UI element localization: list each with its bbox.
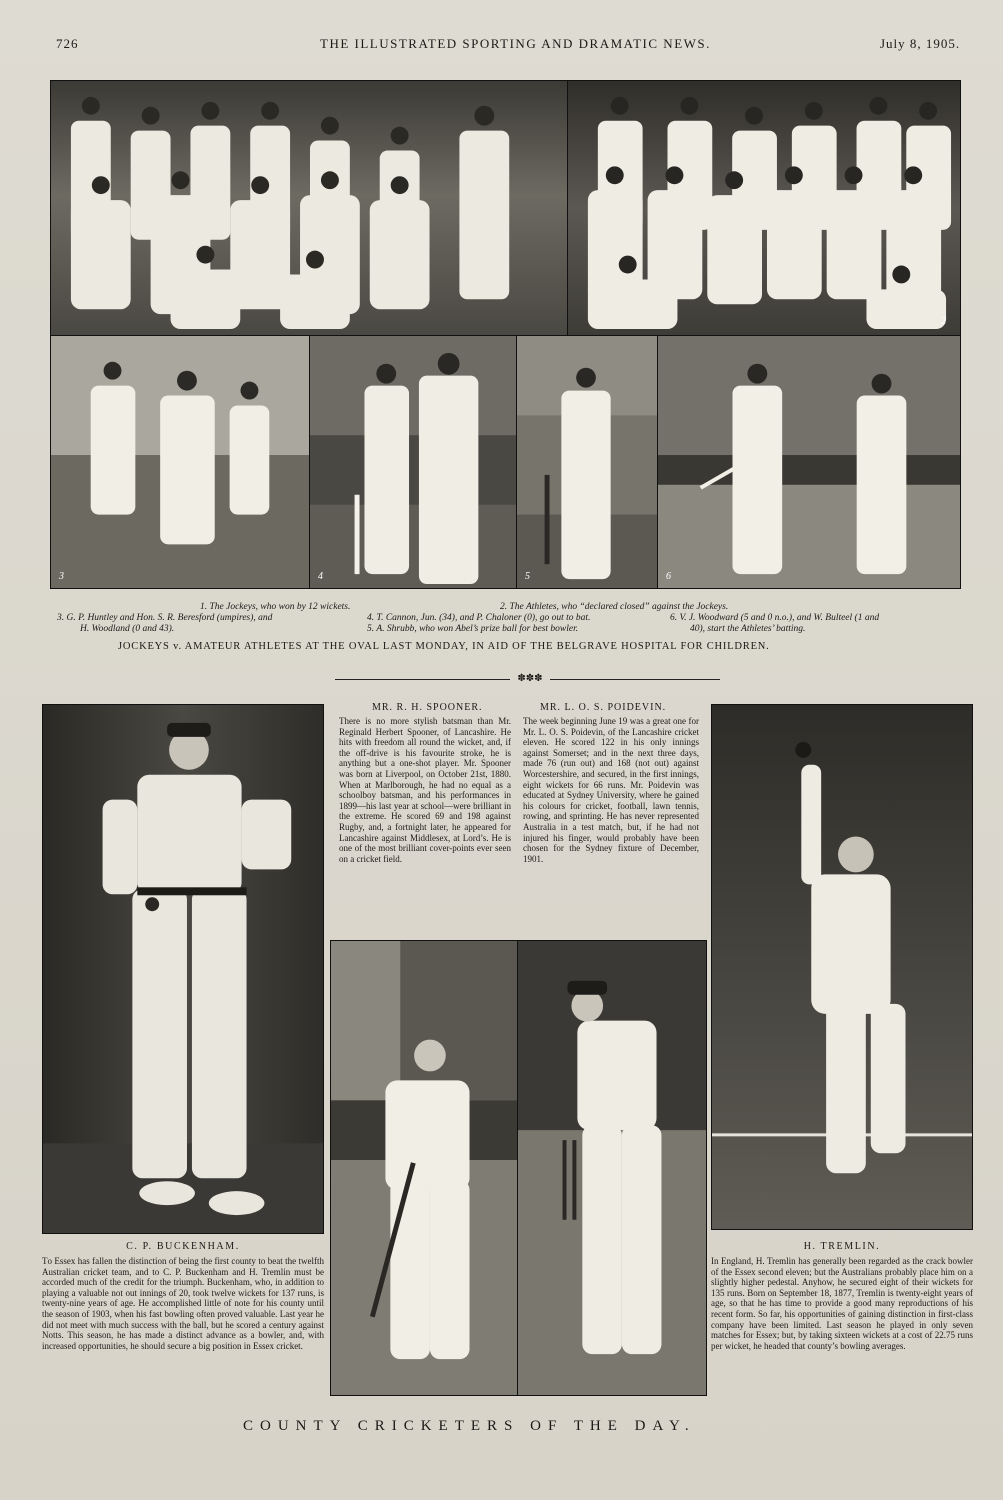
caption-2: 2. The Athletes, who “declared closed” against the Jockeys.: [500, 602, 729, 612]
tremlin-heading: H. TREMLIN.: [803, 1241, 881, 1252]
match-headline: JOCKEYS v. AMATEUR ATHLETES AT THE OVAL LAST MONDAY, IN AID OF THE BELGRAVE HOSPITAL FOR CHILDREN.: [118, 641, 770, 652]
photo-number: 6: [666, 571, 671, 582]
photo-spooner: [330, 940, 518, 1396]
photo-athletes-team: [567, 80, 961, 336]
photo-woodward-bulteel: [657, 335, 961, 589]
buckenham-heading: C. P. BUCKENHAM.: [126, 1241, 240, 1252]
caption-6b: 40), start the Athletes’ batting.: [690, 624, 806, 634]
buckenham-text: To Essex has fallen the distinction of being the first county to beat the twelfth Australian cricket team, and to C. P. Buckenham and H. Tremlin must be accorded much of the credit for the triumph. Buckenham, who, in addition to playing a valuable not out innings of 20, took twelve wickets for 137 runs, is twenty-nine years of age. He accomplished little of note for his county until the season of 1903, when his fast bowling often proved valuable. Last year he did not meet with much success with the ball, but he scored a century against Notts. This season, he has made a distinct advance as a bowler, and, with increased opportunities, he should secure a big position in Essex cricket.: [42, 1256, 324, 1351]
photo-umpires: [50, 335, 310, 589]
caption-4: 4. T. Cannon, Jun. (34), and P. Chaloner (0), go out to bat.: [367, 613, 591, 623]
page-number: 726: [56, 36, 79, 51]
divider-right: [550, 679, 720, 680]
divider-ornament: ✽✽✽: [517, 673, 543, 684]
tremlin-text: In England, H. Tremlin has generally been regarded as the crack bowler of the Essex second eleven; but the Australians probably place him on a slightly higher pedestal. Anyhow, he secured eight of their wickets for 135 runs. Born on September 18, 1877, Tremlin is twenty-eight years of age, so that he has time to provide a good many reproductions of his recent form. So far, his opportunities of gaining distinction in first-class company have been limited. Last season he played in only seven matches for Essex; but, by taking sixteen wickets at a cost of 22.75 runs per wicket, he headed that county’s bowling averages.: [711, 1256, 973, 1351]
caption-3b: H. Woodland (0 and 43).: [80, 624, 175, 634]
caption-1: 1. The Jockeys, who won by 12 wickets.: [200, 602, 351, 612]
photo-number: 2: [941, 316, 946, 327]
photo-poidevin: [517, 940, 707, 1396]
photo-buckenham: [42, 704, 324, 1234]
publication-title: THE ILLUSTRATED SPORTING AND DRAMATIC NEWS.: [320, 36, 711, 51]
photo-number: 5: [525, 571, 530, 582]
photo-jockeys-team: [50, 80, 568, 336]
photo-number: 3: [59, 571, 64, 582]
spooner-text: There is no more stylish batsman than Mr. Reginald Herbert Spooner, of Lancashire. He hits with freedom all round the wicket, and, if the off-drive is his favourite stroke, he is anything but a one-shot player. Mr. Spooner was born at Liverpool, on October 21st, 1880. When at Marlborough, he had no equal as a schoolboy batsman, and his performances in 1899—his last year at school—were brilliant in the extreme. He scored 69 and 198 against Rugby, and, a fortnight later, he appeared for Lancashire against Middlesex, at Lord’s. He is one of the most brilliant cover-points ever seen on a cricket field.: [339, 716, 511, 864]
issue-date: July 8, 1905.: [880, 36, 961, 51]
photo-number: 4: [318, 571, 323, 582]
photo-cannon-chaloner: [309, 335, 517, 589]
divider-left: [335, 679, 510, 680]
poidevin-text: The week beginning June 19 was a great one for Mr. L. O. S. Poidevin, of the Lancashire cricket eleven. He scored 122 in his only innings against Somerset; and in the next three days, made 76 (run out) and 168 (not out) against Worcestershire, and secured, in the first innings, eight wickets for 66 runs. Mr. Poidevin was educated at Sydney University, where he gained his colours for cricket, football, lawn tennis, rowing, and sprinting. He has never represented Australia in a test match, but, if he had not injured his finger, would probably have been chosen for the Sydney fixture of December, 1901.: [523, 716, 699, 864]
caption-5: 5. A. Shrubb, who won Abel’s prize ball for best bowler.: [367, 624, 579, 634]
footer-title: COUNTY CRICKETERS OF THE DAY.: [243, 1418, 696, 1434]
spooner-heading: MR. R. H. SPOONER.: [372, 702, 483, 713]
caption-6a: 6. V. J. Woodward (5 and 0 n.o.), and W. Bulteel (1 and: [670, 613, 880, 623]
photo-tremlin: [711, 704, 973, 1230]
poidevin-heading: MR. L. O. S. POIDEVIN.: [540, 702, 667, 713]
caption-3a: 3. G. P. Huntley and Hon. S. R. Beresford (umpires), and: [57, 613, 273, 623]
photo-shrubb: [516, 335, 658, 589]
